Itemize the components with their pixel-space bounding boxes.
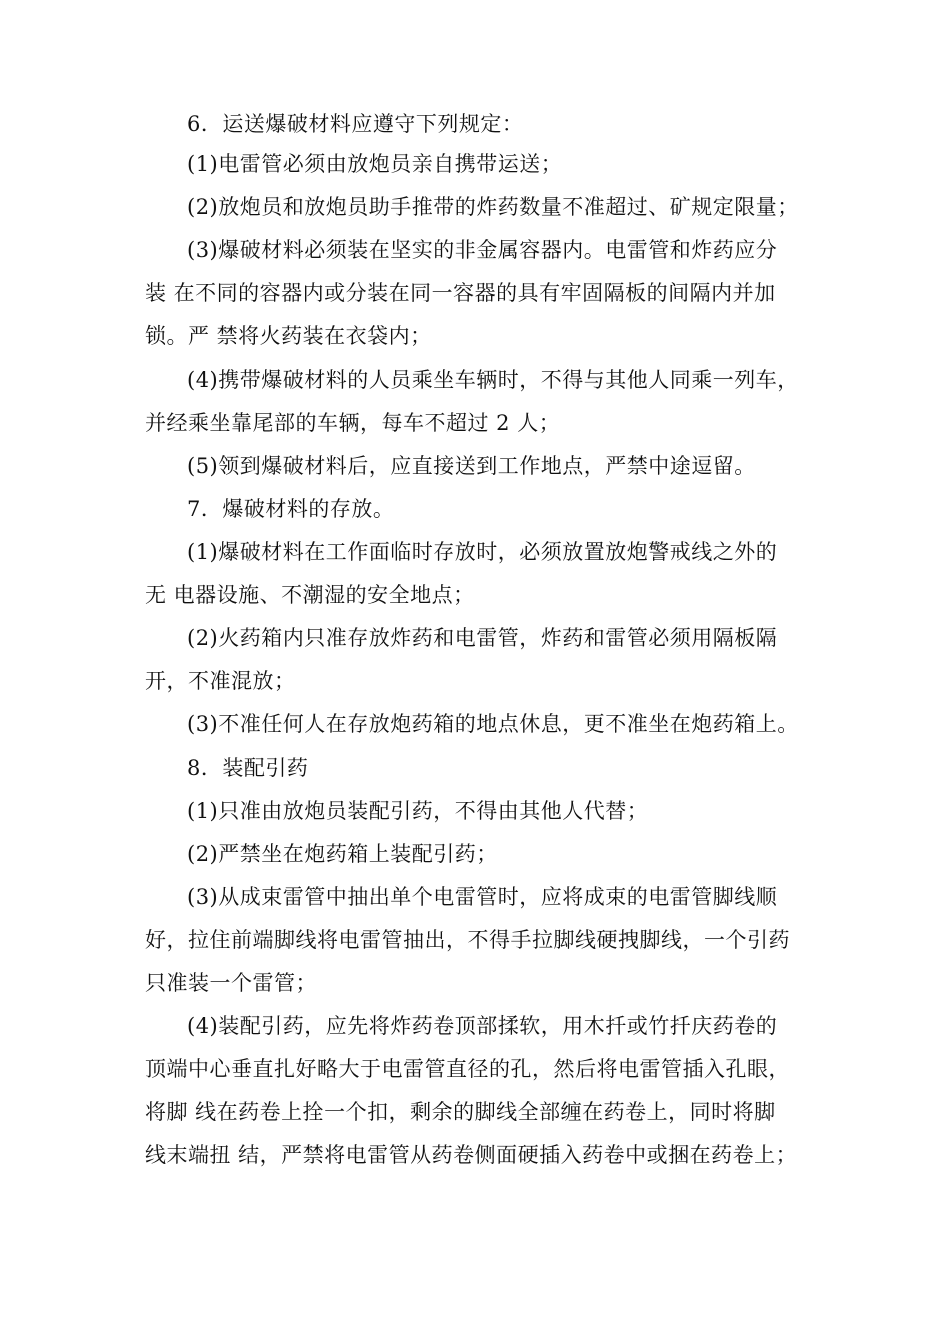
text-line: 装 在不同的容器内或分装在同一容器的具有牢固隔板的间隔内并加 <box>145 281 776 305</box>
text-line: 线末端扭 结，严禁将电雷管从药卷侧面硬插入药卷中或捆在药卷上； <box>145 1143 798 1167</box>
text-line: 开，不准混放； <box>145 669 296 693</box>
text-line: 7．爆破材料的存放。 <box>187 497 395 521</box>
text-line: 并经乘坐靠尾部的车辆，每车不超过 2 人； <box>145 411 561 435</box>
text-line: 顶端中心垂直扎好略大于电雷管直径的孔，然后将电雷管插入孔眼， <box>145 1057 790 1081</box>
text-line: (1)爆破材料在工作面临时存放时，必须放置放炮警戒线之外的 <box>187 540 778 564</box>
text-line: (1)只准由放炮员装配引药，不得由其他人代替； <box>187 799 649 823</box>
text-line: (5)领到爆破材料后，应直接送到工作地点，严禁中途逗留。 <box>187 454 756 478</box>
text-line: (4)装配引药，应先将炸药卷顶部揉软，用木扦或竹扦庆药卷的 <box>187 1014 778 1038</box>
text-line: 好，拉住前端脚线将电雷管抽出，不得手拉脚线硬拽脚线，一个引药 <box>145 928 790 952</box>
text-line: 锁。严 禁将火药装在衣袋内； <box>145 324 432 348</box>
text-line: 只准装一个雷管； <box>145 971 317 995</box>
text-line: 6．运送爆破材料应遵守下列规定： <box>187 112 524 136</box>
text-line: (4)携带爆破材料的人员乘坐车辆时，不得与其他人同乘一列车， <box>187 368 799 392</box>
text-line: (3)爆破材料必须装在坚实的非金属容器内。电雷管和炸药应分 <box>187 238 778 262</box>
text-line: (2)放炮员和放炮员助手推带的炸药数量不准超过、矿规定限量； <box>187 195 799 219</box>
text-line: 将脚 线在药卷上拴一个扣，剩余的脚线全部缠在药卷上，同时将脚 <box>145 1100 776 1124</box>
text-line: 无 电器设施、不潮湿的安全地点； <box>145 583 475 607</box>
text-line: (2)火药箱内只准存放炸药和电雷管，炸药和雷管必须用隔板隔 <box>187 626 778 650</box>
text-line: (3)从成束雷管中抽出单个电雷管时，应将成束的电雷管脚线顺 <box>187 885 778 909</box>
text-line: 8．装配引药 <box>187 756 309 780</box>
text-line: (3)不准任何人在存放炮药箱的地点休息，更不准坐在炮药箱上。 <box>187 712 799 736</box>
text-line: (1)电雷管必须由放炮员亲自携带运送； <box>187 152 563 176</box>
text-line: (2)严禁坐在炮药箱上装配引药； <box>187 842 498 866</box>
